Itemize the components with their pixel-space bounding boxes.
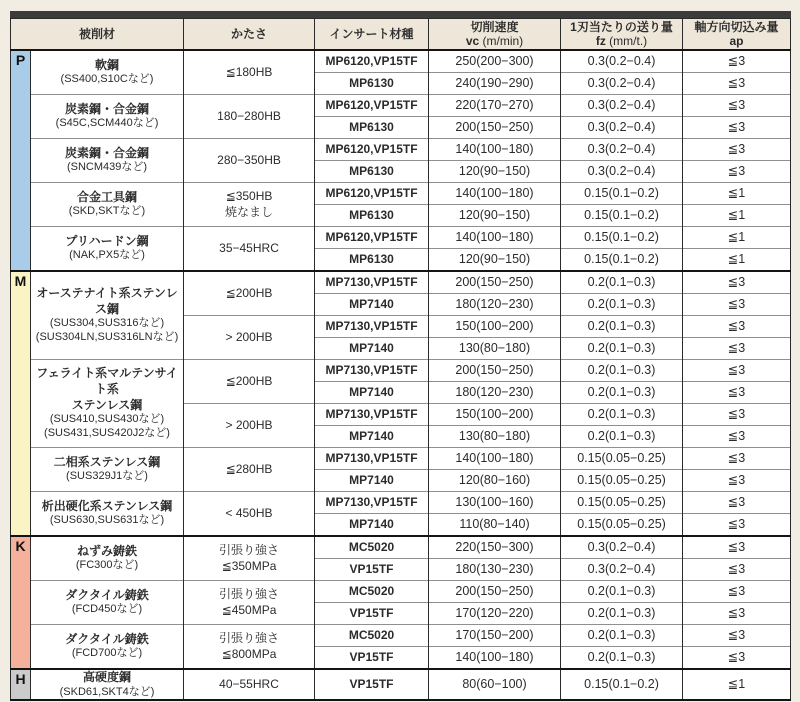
table-row <box>11 669 791 700</box>
insert-grade-cell: MP6120,VP15TF <box>315 95 429 117</box>
material-examples: (FCD700など) <box>71 647 143 660</box>
table-row <box>11 95 791 117</box>
hardness-value: ≦800MPa <box>221 646 277 661</box>
table-row <box>11 581 791 603</box>
hardness-value: > 200HB <box>225 329 273 344</box>
table-row <box>11 625 791 647</box>
table-row <box>11 271 791 294</box>
cutting-speed-cell: 250(200−300) <box>429 50 561 73</box>
cutting-speed-cell: 150(100−200) <box>429 316 561 338</box>
cutting-speed-cell: 180(120−230) <box>429 382 561 404</box>
axial-depth-cell: ≦3 <box>683 338 791 360</box>
feed-per-tooth-cell: 0.2(0.1−0.3) <box>561 625 683 647</box>
axial-depth-cell: ≦1 <box>683 183 791 205</box>
cutting-speed-cell: 120(90−150) <box>429 249 561 272</box>
insert-grade-cell: MP6120,VP15TF <box>315 50 429 73</box>
feed-per-tooth-cell: 0.3(0.2−0.4) <box>561 73 683 95</box>
axial-depth-cell: ≦3 <box>683 426 791 448</box>
feed-per-tooth-cell: 0.3(0.2−0.4) <box>561 536 683 559</box>
hardness-value: ≦200HB <box>225 285 273 300</box>
material-name: 二相系ステンレス鋼 <box>53 454 161 469</box>
feed-per-tooth-cell: 0.15(0.1−0.2) <box>561 205 683 227</box>
hardness-value: 引張り強さ <box>219 630 280 645</box>
material-cell <box>31 625 184 670</box>
feed-per-tooth-cell: 0.2(0.1−0.3) <box>561 382 683 404</box>
insert-grade-cell: VP15TF <box>315 603 429 625</box>
insert-grade-cell: MP7140 <box>315 294 429 316</box>
table-row <box>11 139 791 161</box>
axial-depth-cell: ≦3 <box>683 360 791 382</box>
axial-depth-cell: ≦3 <box>683 294 791 316</box>
feed-per-tooth-cell: 0.2(0.1−0.3) <box>561 581 683 603</box>
section-marker-M <box>11 271 31 536</box>
section-letter: P <box>15 52 26 68</box>
hardness-value: 280−350HB <box>217 152 281 167</box>
insert-grade-cell: MP7140 <box>315 470 429 492</box>
hardness-value: 引張り強さ <box>219 586 280 601</box>
hardness-value: ≦450MPa <box>221 602 277 617</box>
material-name: ステンレス鋼 <box>71 397 143 412</box>
hardness-cell <box>184 316 315 360</box>
axial-depth-cell: ≦3 <box>683 404 791 426</box>
cutting-speed-cell: 80(60−100) <box>429 669 561 700</box>
material-examples: (SUS304LN,SUS316LNなど) <box>35 331 179 344</box>
insert-grade-cell: MP7140 <box>315 338 429 360</box>
cutting-speed-cell: 180(120−230) <box>429 294 561 316</box>
material-cell <box>31 360 184 448</box>
cutting-speed-cell: 200(150−250) <box>429 360 561 382</box>
feed-per-tooth-cell: 0.3(0.2−0.4) <box>561 161 683 183</box>
material-cell <box>31 669 184 700</box>
hardness-value: ≦350MPa <box>221 558 277 573</box>
insert-grade-cell: VP15TF <box>315 669 429 700</box>
material-cell <box>31 271 184 360</box>
material-name: 炭素鋼・合金鋼 <box>65 145 150 160</box>
material-cell <box>31 536 184 581</box>
insert-grade-cell: MP6120,VP15TF <box>315 227 429 249</box>
feed-per-tooth-cell: 0.2(0.1−0.3) <box>561 603 683 625</box>
cutting-conditions-table <box>10 18 791 701</box>
table-row <box>11 536 791 559</box>
axial-depth-cell: ≦1 <box>683 669 791 700</box>
cutting-speed-cell: 170(150−200) <box>429 625 561 647</box>
cutting-speed-cell: 140(100−180) <box>429 139 561 161</box>
axial-depth-cell: ≦3 <box>683 647 791 670</box>
axial-depth-cell: ≦3 <box>683 470 791 492</box>
hardness-value: 引張り強さ <box>219 542 280 557</box>
insert-grade-cell: MP7140 <box>315 382 429 404</box>
material-examples: (SS400,S10Cなど) <box>60 73 154 86</box>
feed-per-tooth-cell: 0.15(0.05−0.25) <box>561 470 683 492</box>
material-name: 炭素鋼・合金鋼 <box>65 101 150 116</box>
material-examples: (SUS630,SUS631など) <box>49 514 165 527</box>
table-row <box>11 50 791 73</box>
axial-depth-cell: ≦3 <box>683 271 791 294</box>
feed-per-tooth-cell: 0.2(0.1−0.3) <box>561 360 683 382</box>
cutting-speed-cell: 140(100−180) <box>429 448 561 470</box>
cutting-speed-cell: 130(80−180) <box>429 338 561 360</box>
insert-grade-cell: MC5020 <box>315 536 429 559</box>
cutting-speed-cell: 120(90−150) <box>429 205 561 227</box>
axial-depth-cell: ≦3 <box>683 581 791 603</box>
cutting-speed-cell: 170(120−220) <box>429 603 561 625</box>
material-name: 高硬度鋼 <box>83 670 132 684</box>
col-header-hardness-label: かたさ <box>231 26 268 41</box>
feed-per-tooth-cell: 0.3(0.2−0.4) <box>561 50 683 73</box>
cutting-speed-cell: 200(150−250) <box>429 581 561 603</box>
col-header-material-label: 被削材 <box>79 26 116 41</box>
insert-grade-cell: VP15TF <box>315 647 429 670</box>
insert-grade-cell: MP6120,VP15TF <box>315 139 429 161</box>
table-row <box>11 448 791 470</box>
hardness-value: 40−55HRC <box>219 676 279 691</box>
material-examples: (SUS304,SUS316など) <box>49 317 165 330</box>
insert-grade-cell: MP7140 <box>315 514 429 537</box>
col-header-vc-unit-line <box>431 34 558 48</box>
hardness-value: 180−280HB <box>217 108 281 123</box>
insert-grade-cell: MP7130,VP15TF <box>315 492 429 514</box>
material-name: ねずみ鋳鉄 <box>77 543 138 558</box>
hardness-value: ≦180HB <box>225 64 273 79</box>
feed-per-tooth-cell: 0.3(0.2−0.4) <box>561 139 683 161</box>
cutting-speed-cell: 220(150−300) <box>429 536 561 559</box>
axial-depth-cell: ≦1 <box>683 205 791 227</box>
col-header-grade <box>315 19 429 51</box>
cutting-conditions-panel <box>10 11 791 701</box>
cutting-speed-cell: 240(190−290) <box>429 73 561 95</box>
hardness-value: ≦280HB <box>225 461 273 476</box>
cutting-speed-cell: 200(150−250) <box>429 271 561 294</box>
col-header-vc <box>429 19 561 51</box>
cutting-speed-cell: 110(80−140) <box>429 514 561 537</box>
feed-per-tooth-cell: 0.15(0.1−0.2) <box>561 227 683 249</box>
material-cell <box>31 492 184 537</box>
material-examples: (SKD,SKTなど) <box>68 205 146 218</box>
vc-symbol: vc <box>465 34 480 48</box>
hardness-cell <box>184 95 315 139</box>
col-header-grade-label: インサート材種 <box>329 26 414 41</box>
insert-grade-cell: MC5020 <box>315 581 429 603</box>
hardness-value: 35−45HRC <box>219 240 279 255</box>
table-row <box>11 183 791 205</box>
material-examples: (SNCM439など) <box>66 161 148 174</box>
vc-unit: (m/min) <box>479 34 524 48</box>
section-letter: H <box>15 671 26 687</box>
material-name: 合金工具鋼 <box>77 189 138 204</box>
fz-unit: (mm/t.) <box>605 34 648 48</box>
axial-depth-cell: ≦3 <box>683 514 791 537</box>
section-marker-P <box>11 50 31 271</box>
axial-depth-cell: ≦3 <box>683 448 791 470</box>
col-header-fz <box>561 19 683 51</box>
hardness-value: ≦200HB <box>225 373 273 388</box>
material-cell <box>31 581 184 625</box>
axial-depth-cell: ≦3 <box>683 492 791 514</box>
col-header-ap-title: 軸方向切込み量 <box>694 19 779 34</box>
material-name: 軟鋼 <box>95 57 120 72</box>
hardness-cell <box>184 404 315 448</box>
insert-grade-cell: MP7130,VP15TF <box>315 360 429 382</box>
feed-per-tooth-cell: 0.2(0.1−0.3) <box>561 294 683 316</box>
insert-grade-cell: MC5020 <box>315 625 429 647</box>
cutting-speed-cell: 130(100−160) <box>429 492 561 514</box>
insert-grade-cell: MP7130,VP15TF <box>315 448 429 470</box>
feed-per-tooth-cell: 0.2(0.1−0.3) <box>561 316 683 338</box>
material-name: ダクタイル鋳鉄 <box>65 631 149 646</box>
insert-grade-cell: MP7130,VP15TF <box>315 404 429 426</box>
col-header-hardness <box>184 19 315 51</box>
feed-per-tooth-cell: 0.2(0.1−0.3) <box>561 404 683 426</box>
fz-symbol: fz <box>595 34 606 48</box>
hardness-cell <box>184 227 315 272</box>
hardness-cell <box>184 448 315 492</box>
hardness-cell <box>184 669 315 700</box>
cutting-speed-cell: 120(80−160) <box>429 470 561 492</box>
axial-depth-cell: ≦3 <box>683 559 791 581</box>
table-row <box>11 492 791 514</box>
material-examples: (SUS431,SUS420J2など) <box>44 426 170 439</box>
material-cell <box>31 95 184 139</box>
material-cell <box>31 448 184 492</box>
cutting-speed-cell: 120(90−150) <box>429 161 561 183</box>
col-header-ap-unit-line <box>685 34 788 48</box>
cutting-speed-cell: 220(170−270) <box>429 95 561 117</box>
col-header-vc-title: 切削速度 <box>470 19 519 34</box>
insert-grade-cell: MP6130 <box>315 161 429 183</box>
feed-per-tooth-cell: 0.2(0.1−0.3) <box>561 647 683 670</box>
axial-depth-cell: ≦1 <box>683 249 791 272</box>
cutting-speed-cell: 140(100−180) <box>429 183 561 205</box>
table-row <box>11 227 791 249</box>
axial-depth-cell: ≦3 <box>683 603 791 625</box>
col-header-fz-title: 1刃当たりの送り量 <box>570 19 673 34</box>
insert-grade-cell: MP6130 <box>315 73 429 95</box>
hardness-cell <box>184 360 315 404</box>
cutting-speed-cell: 150(100−200) <box>429 404 561 426</box>
col-header-fz-unit-line <box>563 34 680 48</box>
material-examples: (NAK,PX5など) <box>69 249 145 262</box>
feed-per-tooth-cell: 0.15(0.1−0.2) <box>561 669 683 700</box>
feed-per-tooth-cell: 0.15(0.05−0.25) <box>561 492 683 514</box>
hardness-value: 焼なまし <box>225 204 274 219</box>
hardness-value: < 450HB <box>225 505 273 520</box>
insert-grade-cell: MP7140 <box>315 426 429 448</box>
cutting-speed-cell: 200(150−250) <box>429 117 561 139</box>
material-name: オーステナイト系ステンレス鋼 <box>36 286 178 316</box>
hardness-cell <box>184 50 315 95</box>
hardness-value: ≦350HB <box>225 188 273 203</box>
section-letter: K <box>15 538 26 554</box>
axial-depth-cell: ≦1 <box>683 227 791 249</box>
top-accent-bar <box>10 11 791 18</box>
material-name: プリハードン鋼 <box>65 233 149 248</box>
axial-depth-cell: ≦3 <box>683 536 791 559</box>
feed-per-tooth-cell: 0.2(0.1−0.3) <box>561 426 683 448</box>
material-name: ダクタイル鋳鉄 <box>65 587 149 602</box>
insert-grade-cell: MP6120,VP15TF <box>315 183 429 205</box>
hardness-value: > 200HB <box>225 417 273 432</box>
material-cell <box>31 227 184 272</box>
axial-depth-cell: ≦3 <box>683 117 791 139</box>
cutting-speed-cell: 140(100−180) <box>429 647 561 670</box>
axial-depth-cell: ≦3 <box>683 625 791 647</box>
header-row <box>11 19 791 51</box>
section-marker-K <box>11 536 31 669</box>
col-header-ap <box>683 19 791 51</box>
axial-depth-cell: ≦3 <box>683 382 791 404</box>
feed-per-tooth-cell: 0.3(0.2−0.4) <box>561 559 683 581</box>
ap-symbol: ap <box>729 34 744 48</box>
table-row <box>11 360 791 382</box>
hardness-cell <box>184 492 315 537</box>
feed-per-tooth-cell: 0.15(0.1−0.2) <box>561 183 683 205</box>
material-examples: (S45C,SCM440など) <box>55 117 159 130</box>
section-marker-H <box>11 669 31 700</box>
axial-depth-cell: ≦3 <box>683 139 791 161</box>
material-name: 析出硬化系ステンレス鋼 <box>41 498 173 513</box>
axial-depth-cell: ≦3 <box>683 50 791 73</box>
axial-depth-cell: ≦3 <box>683 316 791 338</box>
feed-per-tooth-cell: 0.2(0.1−0.3) <box>561 271 683 294</box>
insert-grade-cell: MP6130 <box>315 205 429 227</box>
feed-per-tooth-cell: 0.3(0.2−0.4) <box>561 95 683 117</box>
feed-per-tooth-cell: 0.3(0.2−0.4) <box>561 117 683 139</box>
axial-depth-cell: ≦3 <box>683 95 791 117</box>
insert-grade-cell: MP6130 <box>315 249 429 272</box>
material-examples: (SUS410,SUS430など) <box>49 413 165 426</box>
feed-per-tooth-cell: 0.15(0.05−0.25) <box>561 514 683 537</box>
material-cell <box>31 50 184 95</box>
hardness-cell <box>184 536 315 581</box>
material-examples: (SKD61,SKT4など) <box>59 685 155 698</box>
cutting-speed-cell: 130(80−180) <box>429 426 561 448</box>
insert-grade-cell: MP6130 <box>315 117 429 139</box>
material-examples: (FC300など) <box>75 559 139 572</box>
material-name: フェライト系マルテンサイト系 <box>36 366 178 396</box>
hardness-cell <box>184 271 315 316</box>
feed-per-tooth-cell: 0.15(0.05−0.25) <box>561 448 683 470</box>
insert-grade-cell: VP15TF <box>315 559 429 581</box>
cutting-speed-cell: 140(100−180) <box>429 227 561 249</box>
feed-per-tooth-cell: 0.2(0.1−0.3) <box>561 338 683 360</box>
section-letter: M <box>14 273 27 289</box>
axial-depth-cell: ≦3 <box>683 73 791 95</box>
hardness-cell <box>184 581 315 625</box>
col-header-material <box>11 19 184 51</box>
material-examples: (SUS329J1など) <box>66 470 148 483</box>
insert-grade-cell: MP7130,VP15TF <box>315 316 429 338</box>
feed-per-tooth-cell: 0.15(0.1−0.2) <box>561 249 683 272</box>
insert-grade-cell: MP7130,VP15TF <box>315 271 429 294</box>
cutting-speed-cell: 180(130−230) <box>429 559 561 581</box>
hardness-cell <box>184 183 315 227</box>
axial-depth-cell: ≦3 <box>683 161 791 183</box>
material-examples: (FCD450など) <box>71 603 143 616</box>
material-cell <box>31 183 184 227</box>
hardness-cell <box>184 139 315 183</box>
hardness-cell <box>184 625 315 670</box>
material-cell <box>31 139 184 183</box>
